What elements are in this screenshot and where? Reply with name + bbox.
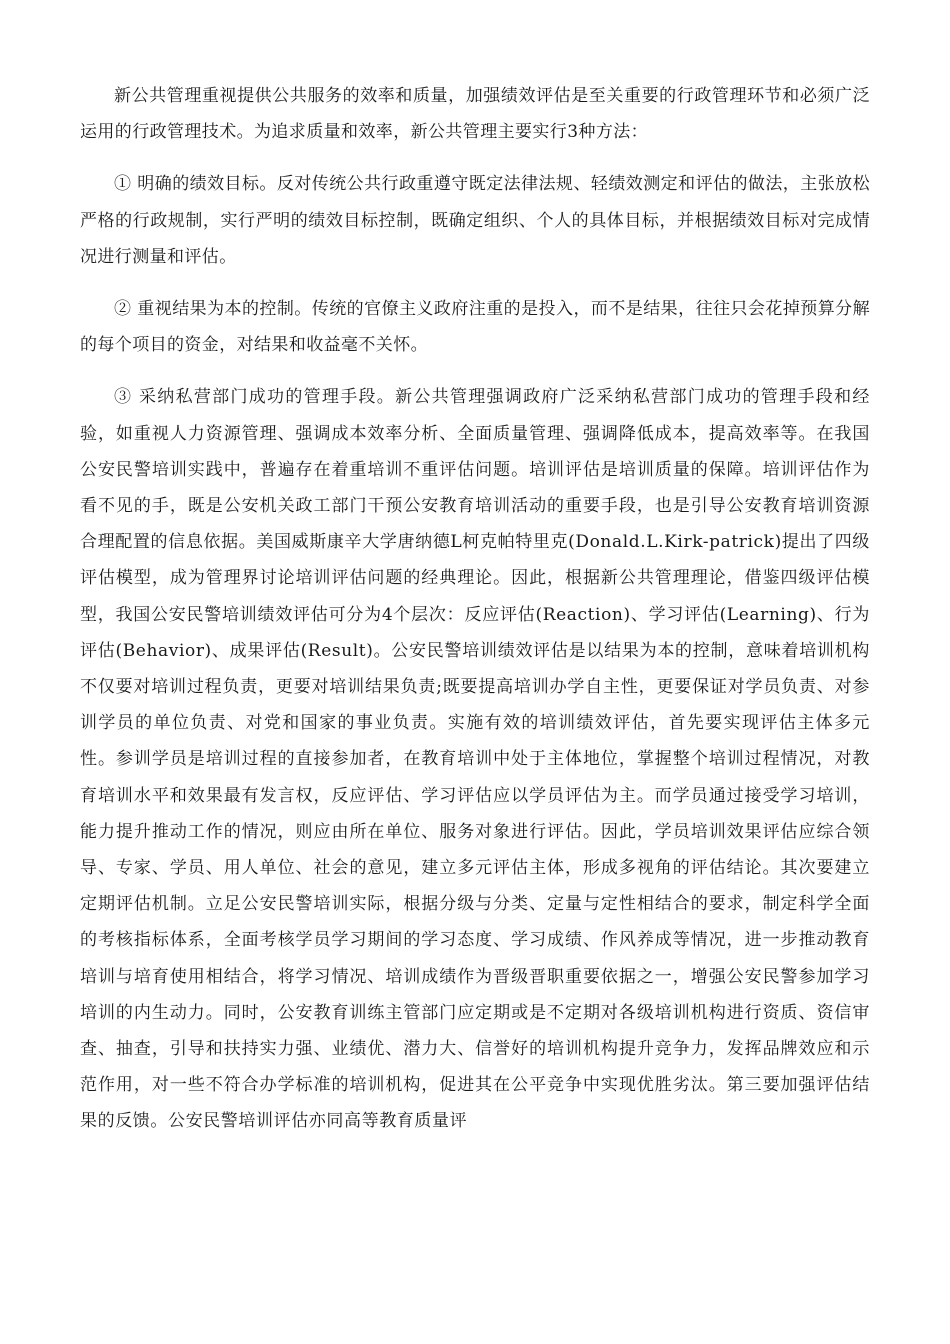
- paragraph-intro: 新公共管理重视提供公共服务的效率和质量，加强绩效评估是至关重要的行政管理环节和必须广泛运用的行政管理技术。为追求质量和效率，新公共管理主要实行3种方法：: [80, 86, 870, 143]
- paragraph-method-3: ③ 采纳私营部门成功的管理手段。新公共管理强调政府广泛采纳私营部门成功的管理手段和经验，如重视人力资源管理、强调成本效率分析、全面质量管理、强调降低成本，提高效率等。在我国公安民警培训实践中，普遍存在着重培训不重评估问题。培训评估是培训质量的保障。培训评估作为看不见的手，既是公安机关政工部门干预公安教育培训活动的重要手段，也是引导公安教育培训资源合理配置的信息依据。美国威斯康辛大学唐纳德L柯克帕特里克(Donald.L.Kirk-patrick)提出了四级评估模型，成为管理界讨论培训评估问题的经典理论。因此，根据新公共管理理论，借鉴四级评估模型，我国公安民警培训绩效评估可分为4个层次：反应评估(Reaction)、学习评估(Learning)、行为评估(Behavior)、成果评估(Result)。公安民警培训绩效评估是以结果为本的控制，意味着培训机构不仅要对培训过程负责，更要对培训结果负责;既要提高培训办学自主性，更要保证对学员负责、对参训学员的单位负责、对党和国家的事业负责。实施有效的培训绩效评估，首先要实现评估主体多元性。参训学员是培训过程的直接参加者，在教育培训中处于主体地位，掌握整个培训过程情况，对教育培训水平和效果最有发言权，反应评估、学习评估应以学员评估为主。而学员通过接受学习培训，能力提升推动工作的情况，则应由所在单位、服务对象进行评估。因此，学员培训效果评估应综合领导、专家、学员、用人单位、社会的意见，建立多元评估主体，形成多视角的评估结论。其次要建立定期评估机制。立足公安民警培训实际，根据分级与分类、定量与定性相结合的要求，制定科学全面的考核指标体系，全面考核学员学习期间的学习态度、学习成绩、作风养成等情况，进一步推动教育培训与培育使用相结合，将学习情况、培训成绩作为晋级晋职重要依据之一，增强公安民警参加学习培训的内生动力。同时，公安教育训练主管部门应定期或是不定期对各级培训机构进行资质、资信审查、抽查，引导和扶持实力强、业绩优、潜力大、信誉好的培训机构提升竞争力，发挥品牌效应和示范作用，对一些不符合办学标准的培训机构，促进其在公平竞争中实现优胜劣汰。第三要加强评估结果的反馈。公安民警培训评估亦同高等教育质量评: [80, 387, 870, 1132]
- paragraph-method-2: ② 重视结果为本的控制。传统的官僚主义政府注重的是投入，而不是结果，往往只会花掉预算分解的每个项目的资金，对结果和收益毫不关怀。: [80, 299, 870, 356]
- paragraph-method-1: ① 明确的绩效目标。反对传统公共行政重遵守既定法律法规、轻绩效测定和评估的做法，主张放松严格的行政规制，实行严明的绩效目标控制，既确定组织、个人的具体目标，并根据绩效目标对完成情况进行测量和评估。: [80, 174, 870, 267]
- document-page: [80, 78, 870, 1156]
